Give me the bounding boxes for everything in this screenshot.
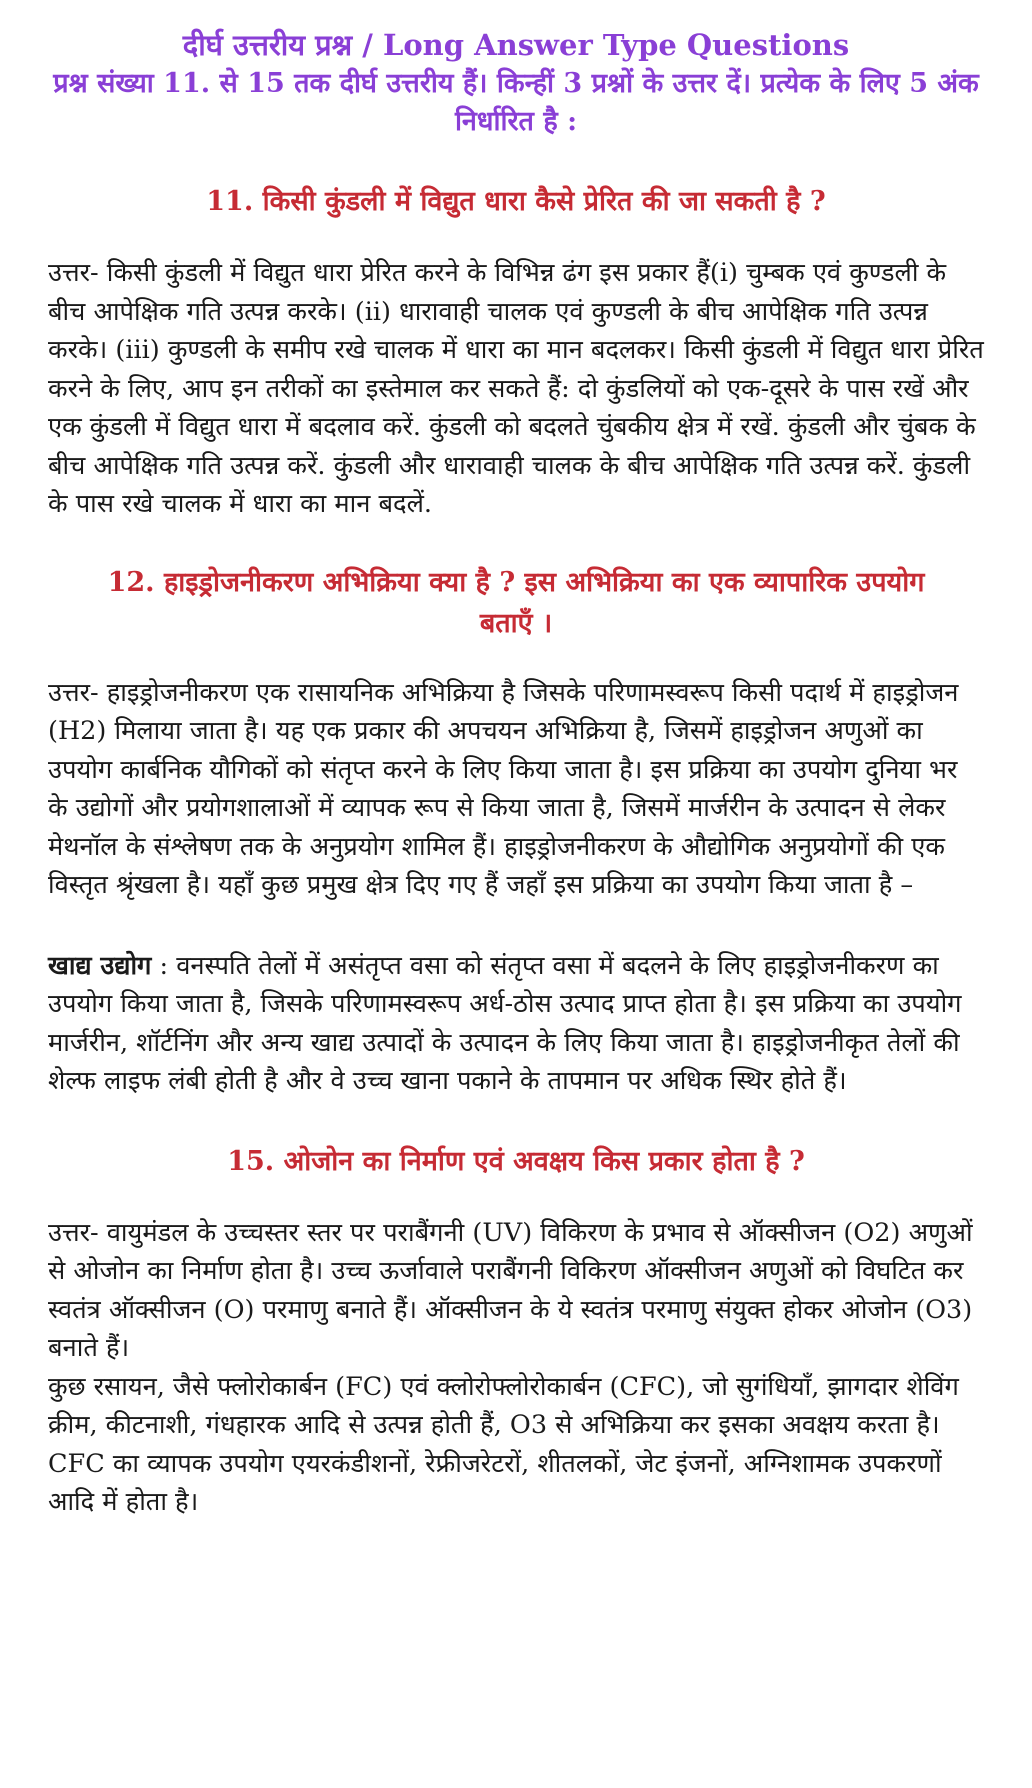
note-text: : वनस्पति तेलों में असंतृप्त वसा को संतृप्त वसा में बदलने के लिए हाइड्रोजनीकरण का उपयोग किया जाता है, जिसके परिणामस्वरूप अर्ध-ठोस उत्पाद प्राप्त होता है। इस प्रक्रिया का उपयोग मार्जरीन, शॉर्टनिंग और अन्य खाद्य उत्पादों के उत्पादन के लिए किया जाता है। हाइड्रोजनीकृत तेलों की शेल्फ लाइफ लंबी होती है और वे उच्च खाना पकाने के तापमान पर अधिक स्थिर होते हैं। [48,950,962,1096]
question-15-answer-cont: कुछ रसायन, जैसे फ्लोरोकार्बन (FC) एवं क्लोरोफ्लोरोकार्बन (CFC), जो सुगंधियाँ, झागदार शेविंग क्रीम, कीटनाशी, गंधहारक आदि से उत्पन्न होती हैं, O3 से अभिक्रिया कर इसका अवक्षय करता है। CFC का व्यापक उपयोग एयरकंडीशनों, रेफ्रीजरेटरों, शीतलकों, जेट इंजनों, अग्निशामक उपकरणों आदि में होता है। [48,1371,959,1517]
question-11-title: 11. किसी कुंडली में विद्युत धारा कैसे प्रेरित की जा सकती है ? [206,186,826,217]
note-label: खाद्य उद्योग [48,950,152,981]
question-12-note [48,947,984,1101]
section-header [48,26,984,141]
question-15-title: 15. ओजोन का निर्माण एवं अवक्षय किस प्रकार होता है ? [227,1145,805,1177]
question-12-title: 12. हाइड्रोजनीकरण अभिक्रिया क्या है ? इस अभिक्रिया का एक व्यापारिक उपयोग बताएँ । [107,566,925,639]
question-11-answer: उत्तर- किसी कुंडली में विद्युत धारा प्रेरित करने के विभिन्न ढंग इस प्रकार हैं(i) चुम्बक एवं कुण्डली के बीच आपेक्षिक गति उत्पन्न करके। (ii) धारावाही चालक एवं कुण्डली के बीच आपेक्षिक गति उत्पन्न करके। (iii) कुण्डली के समीप रखे चालक में धारा का मान बदलकर। किसी कुंडली में विद्युत धारा प्रेरित करने के लिए, आप इन तरीकों का इस्तेमाल कर सकते हैं: दो कुंडलियों को एक-दूसरे के पास रखें और एक कुंडली में विद्युत धारा में बदलाव करें. कुंडली को बदलते चुंबकीय क्षेत्र में रखें. कुंडली और चुंबक के बीच आपेक्षिक गति उत्पन्न करें. कुंडली और धारावाही चालक के बीच आपेक्षिक गति उत्पन्न करें. कुंडली के पास रखे चालक में धारा का मान बदलें. [48,258,984,519]
question-12-answer: उत्तर- हाइड्रोजनीकरण एक रासायनिक अभिक्रिया है जिसके परिणामस्वरूप किसी पदार्थ में हाइड्रोजन (H2) मिलाया जाता है। यह एक प्रकार की अपचयन अभिक्रिया है, जिसमें हाइड्रोजन अणुओं का उपयोग कार्बनिक यौगिकों को संतृप्त करने के लिए किया जाता है। इस प्रक्रिया का उपयोग दुनिया भर के उद्योगों और प्रयोगशालाओं में व्यापक रूप से किया जाता है, जिसमें मार्जरीन के उत्पादन से लेकर मेथनॉल के संश्लेषण तक के अनुप्रयोग शामिल हैं। हाइड्रोजनीकरण के औद्योगिक अनुप्रयोगों की एक विस्तृत श्रृंखला है। यहाँ कुछ प्रमुख क्षेत्र दिए गए हैं जहाँ इस प्रक्रिया का उपयोग किया जाता है – [48,677,959,900]
section-instructions: प्रश्न संख्या 11. से 15 तक दीर्घ उत्तरीय हैं। किन्हीं 3 प्रश्नों के उत्तर दें। प्रत्येक के लिए 5 अंक निर्धारित है : [53,68,979,137]
question-15-answer: उत्तर- वायुमंडल के उच्चस्तर स्तर पर पराबैंगनी (UV) विकिरण के प्रभाव से ऑक्सीजन (O2) अणुओं से ओजोन का निर्माण होता है। उच्च ऊर्जावाले पराबैंगनी विकिरण ऑक्सीजन अणुओं को विघटित कर स्वतंत्र ऑक्सीजन (O) परमाणु बनाते हैं। ऑक्सीजन के ये स्वतंत्र परमाणु संयुक्त होकर ओजोन (O3) बनाते हैं। [48,1217,973,1363]
section-title: दीर्घ उत्तरीय प्रश्न / Long Answer Type Questions [182,28,850,62]
